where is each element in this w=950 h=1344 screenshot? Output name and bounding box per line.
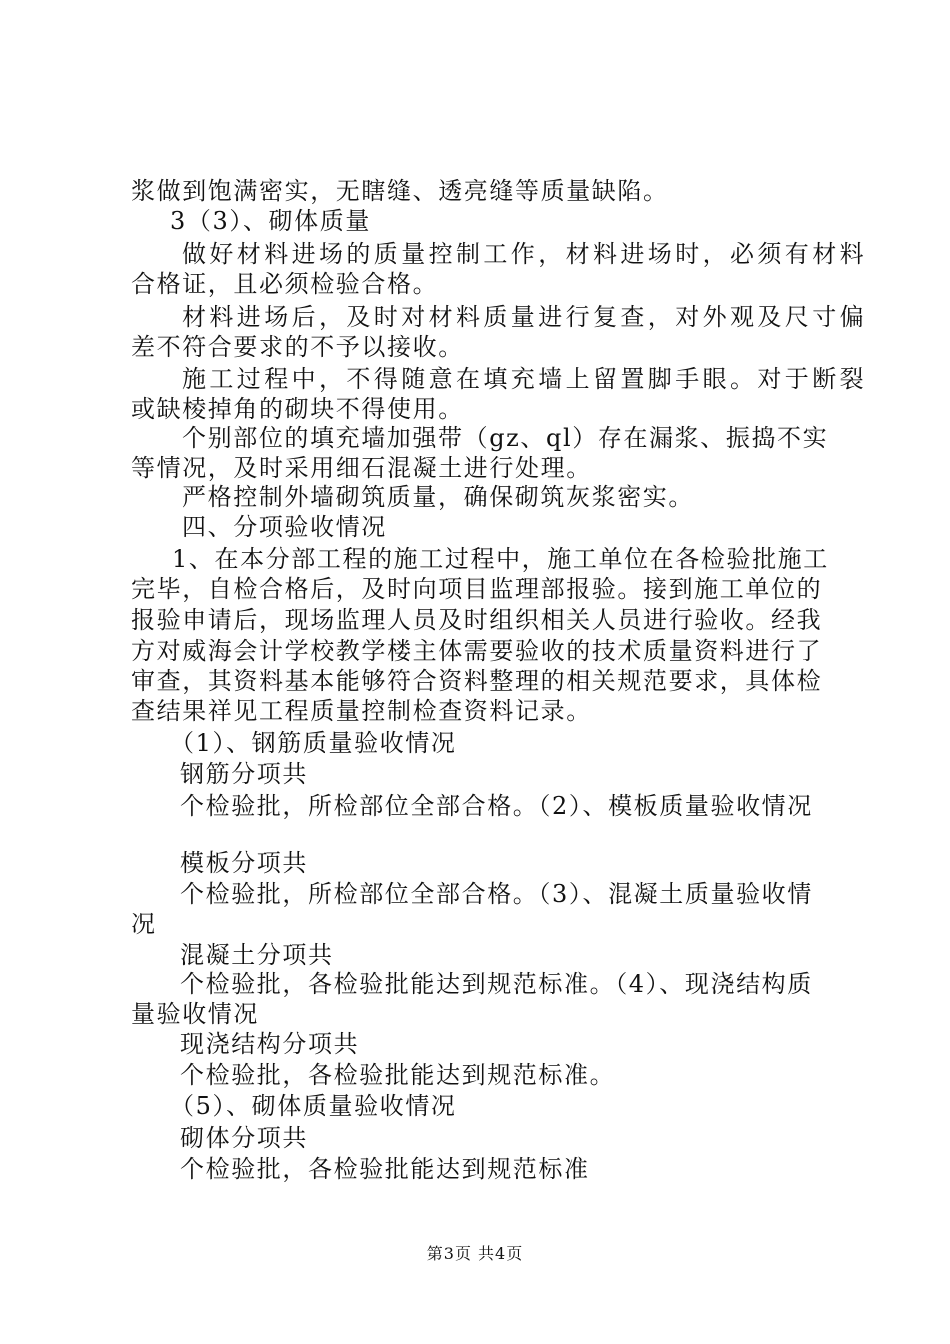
text-line: 个检验批，各检验批能达到规范标准 <box>180 1155 590 1183</box>
text-line: 报验申请后，现场监理人员及时组织相关人员进行验收。经我 <box>131 606 823 634</box>
text-line: 模板分项共 <box>180 849 308 877</box>
subsection-heading: （1）、钢筋质量验收情况 <box>170 729 457 757</box>
text-line: 个检验批，各检验批能达到规范标准。（4）、现浇结构质 <box>180 970 813 998</box>
text-line: 个检验批，各检验批能达到规范标准。 <box>180 1061 616 1089</box>
text-line: 个检验批，所检部位全部合格。（2）、模板质量验收情况 <box>180 792 813 820</box>
text-line: 混凝土分项共 <box>180 941 334 969</box>
text-line: 等情况，及时采用细石混凝土进行处理。 <box>131 454 592 482</box>
text-line: 量验收情况 <box>131 1000 259 1028</box>
subsection-heading: （5）、砌体质量验收情况 <box>170 1092 457 1120</box>
text-line: 现浇结构分项共 <box>180 1030 360 1058</box>
text-line: 个检验批，所检部位全部合格。（3）、混凝土质量验收情 <box>180 880 813 908</box>
text-line: 查结果祥见工程质量控制检查资料记录。 <box>131 697 592 725</box>
text-line: 材料进场后，及时对材料质量进行复查，对外观及尺寸偏 <box>182 303 867 331</box>
text-line: 况 <box>131 910 157 938</box>
text-line: 砌体分项共 <box>180 1124 308 1152</box>
text-line: 做好材料进场的质量控制工作，材料进场时，必须有材料 <box>182 240 867 268</box>
text-line: 严格控制外墙砌筑质量，确保砌筑灰浆密实。 <box>182 483 694 511</box>
text-line: 浆做到饱满密实，无瞎缝、透亮缝等质量缺陷。 <box>131 177 669 205</box>
section-heading: 四、分项验收情况 <box>182 513 387 541</box>
section-heading: 3（3）、砌体质量 <box>170 207 371 235</box>
text-line: 差不符合要求的不予以接收。 <box>131 333 464 361</box>
text-line: 完毕，自检合格后，及时向项目监理部报验。接到施工单位的 <box>131 575 823 603</box>
page-footer: 第3页 共4页 <box>426 1244 524 1263</box>
text-line: 个别部位的填充墙加强带（gz、ql）存在漏浆、振捣不实 <box>182 424 829 452</box>
text-line: 方对威海会计学校教学楼主体需要验收的技术质量资料进行了 <box>131 637 823 665</box>
text-line: 审查，其资料基本能够符合资料整理的相关规范要求，具体检 <box>131 667 823 695</box>
text-line: 1、在本分部工程的施工过程中，施工单位在各检验批施工 <box>172 545 829 573</box>
text-line: 施工过程中，不得随意在填充墙上留置脚手眼。对于断裂 <box>182 365 867 393</box>
text-line: 或缺棱掉角的砌块不得使用。 <box>131 395 464 423</box>
text-line: 合格证，且必须检验合格。 <box>131 270 439 298</box>
text-line: 钢筋分项共 <box>180 760 308 788</box>
